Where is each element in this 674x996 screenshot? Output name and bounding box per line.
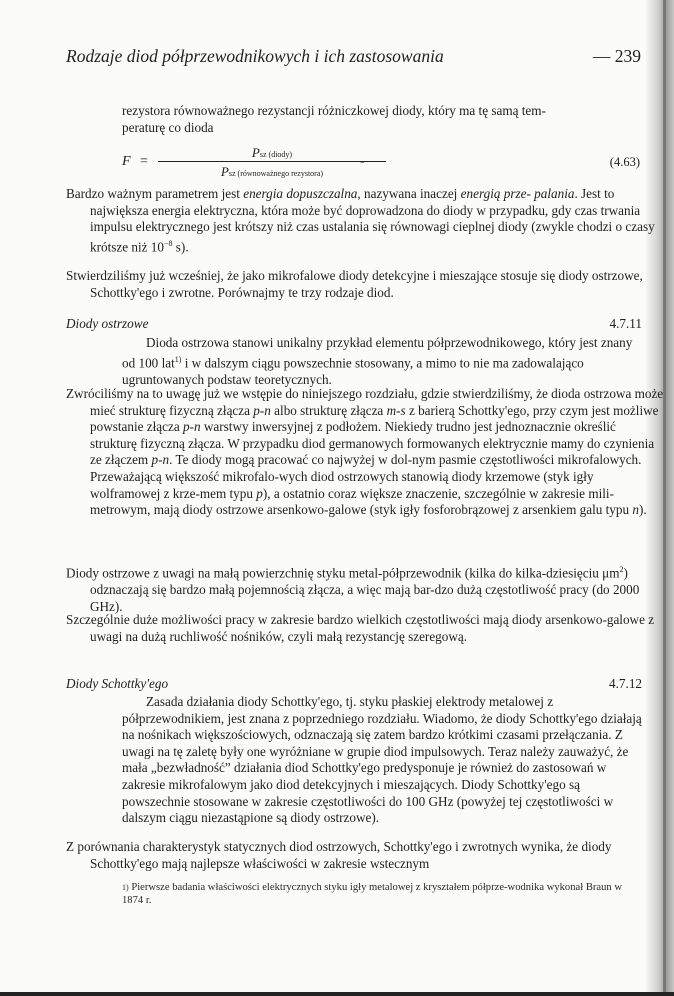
section-heading-point-diodes — [66, 316, 642, 334]
intro-line-2: peraturę co dioda — [122, 119, 214, 135]
equation-4-63 — [122, 143, 640, 183]
paragraph-point-diode-intro: Dioda ostrzowa stanowi unikalny przykład elementu półprzewodnikowego, który jest znany od 100 lat$^{1)}$ i w dalszym ciągu powszechnie stosowany, a mimo to nie ma zadowalająco ugruntowanych podstaw teoretycznych. — [122, 335, 633, 387]
page-number: — 239 — [592, 46, 641, 66]
equation-denominator: Psz (równoważnego rezystora) — [220, 164, 324, 179]
running-head-title: Rodzaje diod półprzewodnikowych i ich zastosowania — [66, 46, 444, 66]
scan-bottom-edge — [0, 992, 674, 996]
fraction-bar — [158, 161, 386, 162]
footnote — [122, 881, 640, 907]
paragraph-schottky-principle: Zasada działania diody Schottky'ego, tj. styku płaskiej elektrody metalowej z półprzewodnikiem, jest znana z poprzedniego rozdziału. Wiadomo, że diody Schottky'ego działają na nośnikach większościowych, odznaczają się zatem bardzo krótkimi czasami przełączania. Z uwagi na tę zaletę były one wyróżniane w grupie diod impulsowych. Teraz należy zauważyć, że mała „bezwładność” działania diod Schottky'ego predysponuje je również do zastosowań w zakresie mikrofalowym jako diod detekcyjnych i mieszających. Diody Schottky'ego są powszechnie stosowane w zakresie częstotliwości do 100 GHz (powyżej tej częstotliwości w dalszym ciągu niezastąpione są diody ostrzowe). — [122, 694, 642, 826]
paragraph-compare: Stwierdziliśmy już wcześniej, że jako mikrofalowe diody detekcyjne i mieszające stosuje się diody ostrzowe, Schottky'ego i zwrotne. Porównajmy te trzy rodzaje diod. — [66, 268, 643, 300]
section-number: 4.7.12 — [609, 676, 642, 691]
intro-line-1: rezystora równoważnego rezystancji różniczkowej diody, który ma tę samą tem- — [122, 103, 546, 118]
paragraph-static-characteristics: Z porównania charakterystyk statycznych diod ostrzowych, Schottky'ego i zwrotnych wynika, że diody Schottky'ego mają najlepsze właściwości w zakresie wstecznym — [66, 839, 612, 871]
equation-number: (4.63) — [609, 155, 640, 169]
running-head — [66, 46, 641, 68]
intro-continuation — [122, 103, 642, 136]
section-title: Diody ostrzowe — [66, 316, 149, 331]
paragraph-point-diode-capacitance: Diody ostrzowe z uwagi na małą powierzchnię styku metal-półprzewodnik (kilka do kilka-dziesięciu $\mu m^2$) odznaczają się bardzo małą pojemnością złącza, a więc mają bar-dzo dużą częstotliwość pracy (do 2000 GHz). — [66, 565, 640, 614]
paragraph-point-diode-structure: Zwróciliśmy na to uwagę już we wstępie do niniejszego rozdziału, gdzie stwierdziliśmy, że dioda ostrzowa może mieć strukturę fizyczną złącza p-n albo strukturę złącza m-s z barierą Schottky'ego, przy czym jest możliwe powstanie złącza p-n warstwy inwersyjnej z podłożem. Niekiedy trudno jest jednoznacznie określić strukturę fizyczną złącza. W przypadku diod germanowych formowanych elektrycznie mamy do czynienia ze złączem p-n. Te diody mogą pracować co najwyżej w dol-nym pasmie częstotliwości mikrofalowych. Przeważającą większość mikrofalo-wych diod ostrzowych stanowią diody krzemowe (styk igły wolframowej z krze-mem typu p), a ostatnio coraz większe znaczenie, szczególnie w zakresie mili-metrowym, mają diody ostrzowe arsenkowo-galowe (styk igły fosforobrązowej z arsenkiem galu typu n). — [66, 386, 664, 518]
footnote-text: Pierwsze badania właściwości elektrycznych styku igły metalowej z kryształem półprze-wodnika wykonał Braun w 1874 r. — [122, 882, 623, 906]
footnote-mark: 1) — [122, 883, 129, 892]
equation-tail: - — [360, 154, 365, 169]
equation-numerator: Psz (diody) — [251, 145, 293, 160]
paragraph-gaas-diodes: Szczególnie duże możliwości pracy w zakresie bardzo wielkich częstotliwości mają diody arsenkowo-galowe z uwagi na dużą ruchliwość nośników, czyli małą rezystancję szeregową. — [66, 612, 655, 644]
equation-fraction — [156, 143, 426, 183]
section-title: Diody Schottky'ego — [66, 676, 169, 691]
section-heading-schottky-diodes — [66, 676, 642, 694]
equation-equals: = — [140, 154, 148, 169]
section-number: 4.7.11 — [609, 316, 642, 331]
equation-lhs: F — [122, 154, 131, 169]
paragraph-energy: Bardzo ważnym parametrem jest energia dopuszczalna, nazywana inaczej energią prze- palania. Jest to największa energia elektryczna, która może być doprowadzona do diody w przypadku, gdy czas trwania impulsu elektrycznego jest krótszy niż czas ustalania się równowagi cieplnej diody (zwykle chodzi o czasy krótsze niż $10^{-8}$ s). — [66, 186, 655, 255]
